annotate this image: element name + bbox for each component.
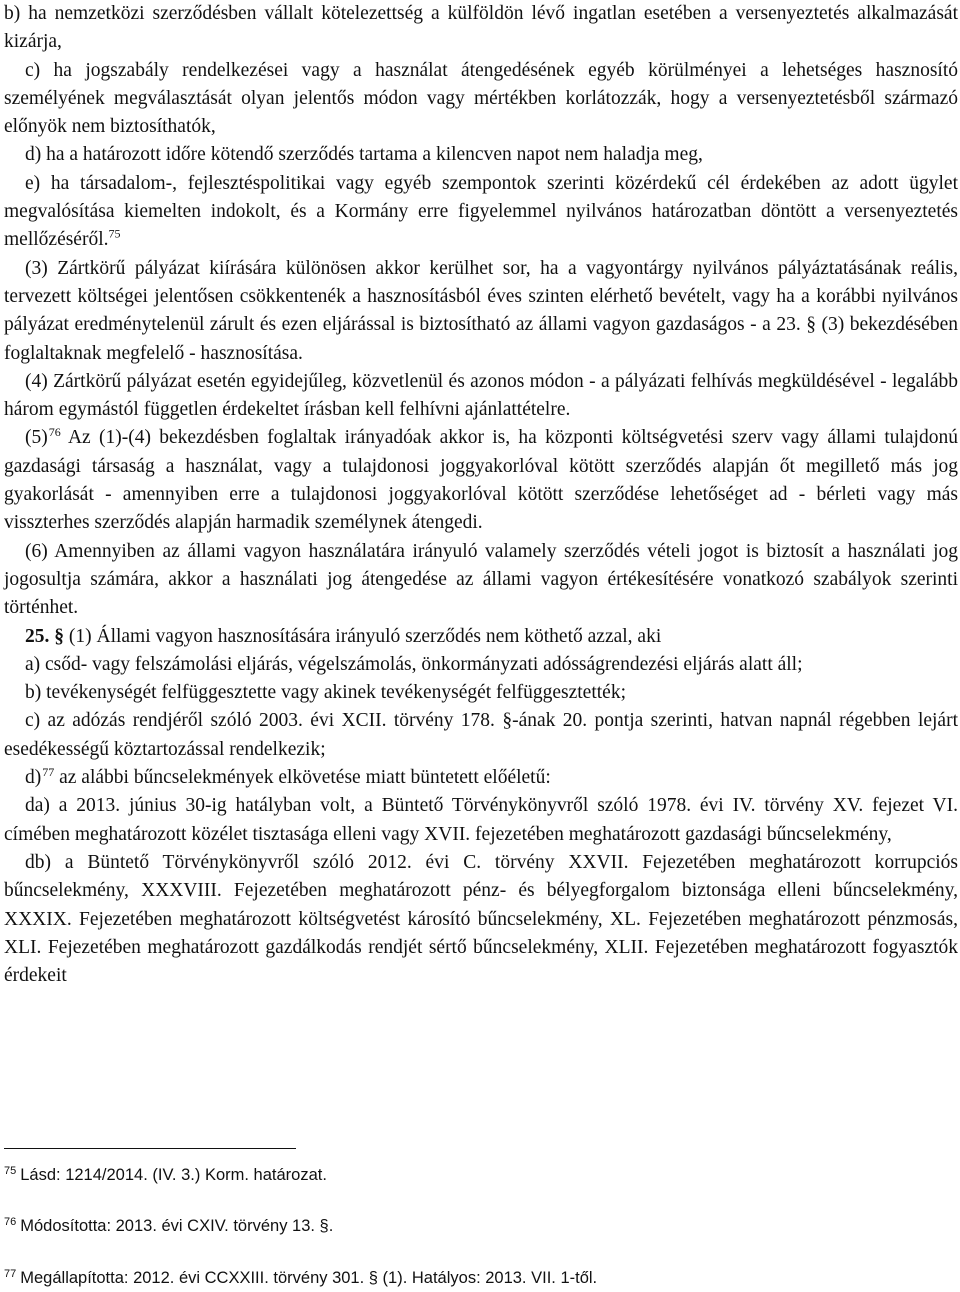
footnote-ref-75[interactable]: 75	[108, 226, 121, 241]
item-da: da) a 2013. június 30-ig hatályban volt, a Büntető Törvénykönyvről szóló 1978. évi IV. törvény XV. fejezet VI. címében meghatározott közélet tisztasága elleni vagy XVII. fejezetében meghatározott gazdasági bűncselekmény,	[4, 795, 958, 845]
footnote-ref-76[interactable]: 76	[48, 424, 61, 439]
footnote-77	[4, 1268, 597, 1288]
point-c: c) ha jogszabály rendelkezései vagy a használat átengedésének egyéb körülményei a lehetséges hasznosító személyének megválasztását olyan jelentős módon vagy mértékben korlátozzák, hogy a versenyeztetésből származó előnyök nem biztosíthatók,	[4, 59, 958, 138]
item-d-text: az alábbi bűncselekmények elkövetése miatt büntetett előéletű:	[59, 767, 551, 789]
footnote-text: Megállapította: 2012. évi CCXXIII. törvény 301. § (1). Hatályos: 2013. VII. 1-től.	[20, 1269, 598, 1287]
item-d-lead: d)	[25, 767, 42, 789]
paragraph-6: (6) Amennyiben az állami vagyon használatára irányuló valamely szerződés vételi jogot is biztosít a használati jog jogosultja számára, akkor a használati jog átengedése az állami vagyon értékesítésére vonatkozó szabályok szerinti történhet.	[4, 540, 958, 619]
point-e-text: e) ha társadalom-, fejlesztéspolitikai vagy egyéb szempontok szerinti közérdekű cél érdekében az adott ügylet megvalósítása kiemelten indokolt, és a Kormány erre figyelemmel nyilvános határozatban döntött a versenyeztetés mellőzéséről.	[4, 172, 958, 251]
footnote-separator	[4, 1148, 296, 1149]
document-body	[4, 0, 958, 990]
footnote-number: 76	[4, 1215, 17, 1228]
section-25-number: 25. §	[25, 625, 64, 647]
footnote-76	[4, 1216, 333, 1236]
footnote-text: Módosította: 2013. évi CXIV. törvény 13. §.	[20, 1217, 334, 1235]
footnote-75	[4, 1165, 327, 1185]
point-d: d) ha a határozott időre kötendő szerződés tartama a kilencven napot nem haladja meg,	[25, 144, 703, 166]
point-b: b) ha nemzetközi szerződésben vállalt kötelezettség a külföldön lévő ingatlan esetében a versenyeztetés alkalmazását kizárja,	[4, 3, 958, 53]
item-d	[4, 764, 958, 792]
paragraph-5	[4, 424, 958, 537]
item-db: db) a Büntető Törvénykönyvről szóló 2012. évi C. törvény XXVII. Fejezetében meghatározott korrupciós bűncselekmény, XXXVIII. Fejezetében meghatározott pénz- és bélyegforgalom biztonsága elleni bűncselekmény, XXXIX. Fejezetében meghatározott költségvetést károsító bűncselekmény, XL. Fejezetében meghatározott pénzmosás, XLI. Fejezetében meghatározott gazdálkodás rendjét sértő bűncselekmény, XLII. Fejezetében meghatározott fogyasztók érdekeit	[4, 851, 958, 987]
paragraph-4: (4) Zártkörű pályázat esetén egyidejűleg, közvetlenül és azonos módon - a pályázati felhívás megküldésével - legalább három egymástól független érdekeltet írásban kell felhívni ajánlattételre.	[4, 370, 958, 421]
footnote-number: 75	[4, 1164, 17, 1177]
paragraph-3: (3) Zártkörű pályázat kiírására különösen akkor kerülhet sor, ha a vagyontárgy nyilvános pályáztatásának reális, tervezett költségei jelentősen csökkentenék a hasznosításból éves szinten elérhető bevételt, vagy ha a korábbi nyilvános pályázat eredménytelenül zárult és ezen eljárással is biztosítható az állami vagyon gazdaságos - a 23. § (3) bekezdésében foglaltaknak megfelelő - hasznosítása.	[4, 257, 958, 364]
footnote-number: 77	[4, 1267, 17, 1280]
footnote-text: Lásd: 1214/2014. (IV. 3.) Korm. határozat.	[20, 1166, 327, 1184]
item-b: b) tevékenységét felfüggesztette vagy akinek tevékenységét felfüggesztették;	[25, 682, 626, 704]
point-e	[4, 170, 958, 255]
footnote-ref-77[interactable]: 77	[42, 764, 55, 779]
paragraph-5-text: Az (1)-(4) bekezdésben foglaltak irányadóak akkor is, ha központi költségvetési szerv vagy állami tulajdonú gazdasági társaság a használat, vagy a tulajdonosi joggyakorlóval kötött szerződés alapján őt megillető más jog gyakorlását - amennyiben erre a tulajdonosi joggyakorlóval kötött szerződése lehetőséget ad - bérleti vagy más visszterhes szerződés alapján harmadik személynek átengedi.	[4, 427, 958, 534]
section-25-heading	[4, 623, 958, 651]
item-a: a) csőd- vagy felszámolási eljárás, végelszámolás, önkormányzati adósságrendezési eljárás alatt áll;	[25, 653, 803, 675]
section-25-text: (1) Állami vagyon hasznosítására irányuló szerződés nem köthető azzal, aki	[68, 625, 662, 647]
item-c: c) az adózás rendjéről szóló 2003. évi XCII. törvény 178. §-ának 20. pontja szerinti, hatvan napnál régebben lejárt esedékességű köztartozással rendelkezik;	[4, 710, 958, 760]
paragraph-5-lead: (5)	[25, 427, 48, 449]
